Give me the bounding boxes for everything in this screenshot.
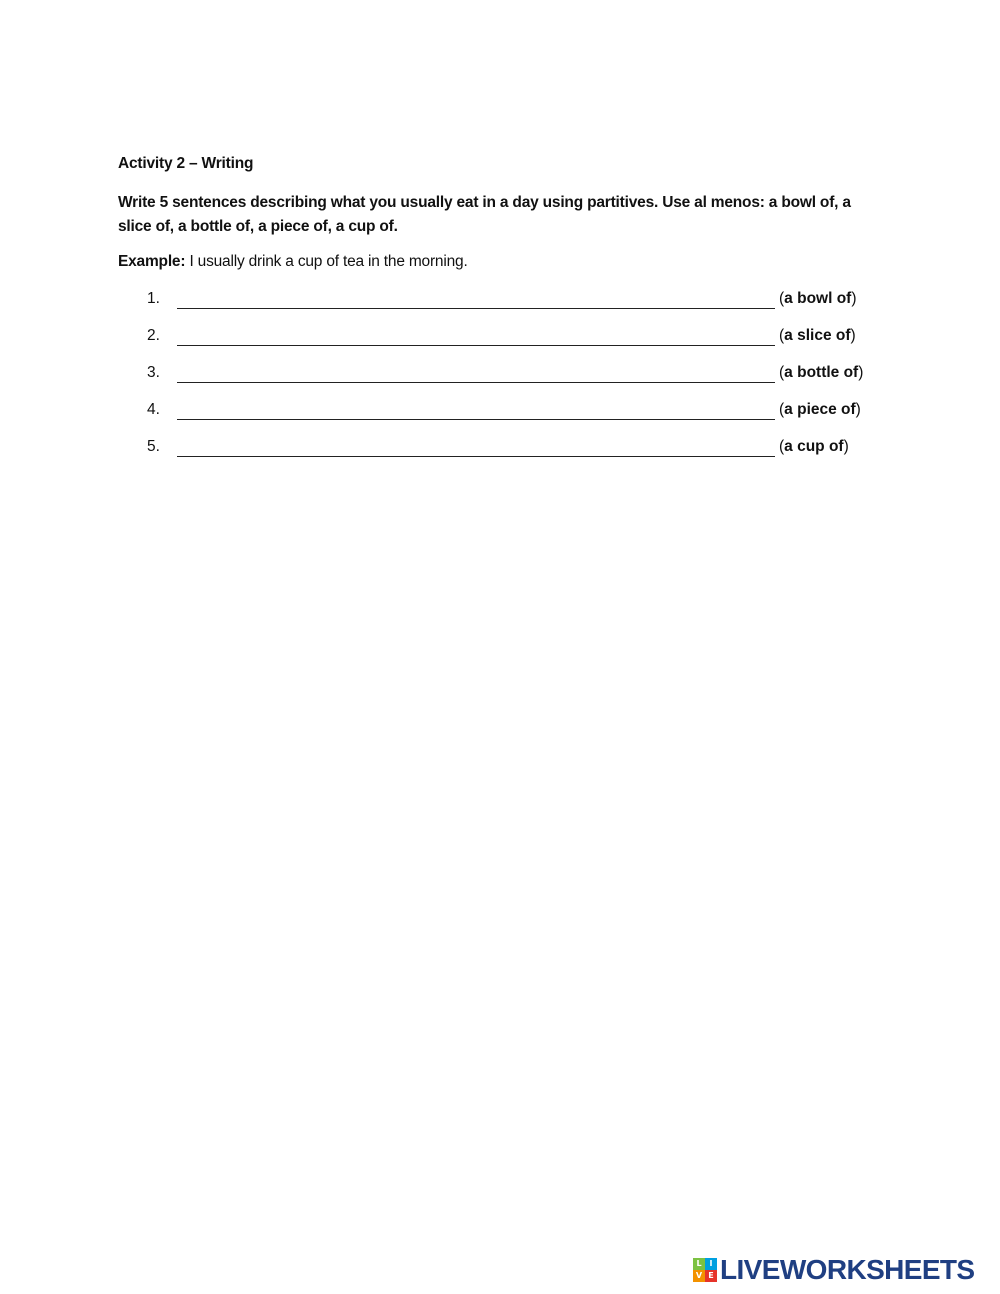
item-number: 3.	[147, 364, 160, 381]
liveworksheets-logo	[693, 1255, 975, 1285]
answer-blank-5[interactable]	[177, 442, 775, 457]
item-hint: (a bowl of)	[779, 290, 857, 307]
list-item	[0, 288, 1000, 325]
logo-blocks-icon	[693, 1258, 717, 1282]
hint-text: a piece of	[784, 401, 856, 418]
logo-block: V	[693, 1270, 705, 1282]
list-item	[0, 436, 1000, 473]
answer-blank-2[interactable]	[177, 331, 775, 346]
list-item	[0, 325, 1000, 362]
hint-text: a cup of	[784, 438, 844, 455]
answer-blank-1[interactable]	[177, 294, 775, 309]
example-text: I usually drink a cup of tea in the morning.	[189, 253, 468, 270]
logo-block: E	[705, 1270, 717, 1282]
logo-block: I	[705, 1258, 717, 1270]
example-label: Example:	[118, 253, 186, 270]
answer-list	[0, 288, 1000, 473]
item-hint: (a piece of)	[779, 401, 861, 418]
logo-block: L	[693, 1258, 705, 1270]
answer-blank-3[interactable]	[177, 368, 775, 383]
hint-text: a bowl of	[784, 290, 852, 307]
item-hint: (a slice of)	[779, 327, 856, 344]
item-number: 5.	[147, 438, 160, 455]
answer-blank-4[interactable]	[177, 405, 775, 420]
item-hint: (a cup of)	[779, 438, 849, 455]
brand-name: LIVEWORKSHEETS	[720, 1254, 975, 1285]
list-item	[0, 362, 1000, 399]
item-number: 1.	[147, 290, 160, 307]
hint-text: a bottle of	[784, 364, 859, 381]
item-number: 2.	[147, 327, 160, 344]
list-item	[0, 399, 1000, 436]
example-line	[118, 253, 468, 271]
item-hint: (a bottle of)	[779, 364, 864, 381]
item-number: 4.	[147, 401, 160, 418]
hint-text: a slice of	[784, 327, 851, 344]
activity-title: Activity 2 – Writing	[118, 155, 254, 172]
activity-instructions: Write 5 sentences describing what you usually eat in a day using partitives. Use al menos: a bowl of, a slice of, a bottle of, a piece of, a cup of.	[118, 194, 851, 235]
